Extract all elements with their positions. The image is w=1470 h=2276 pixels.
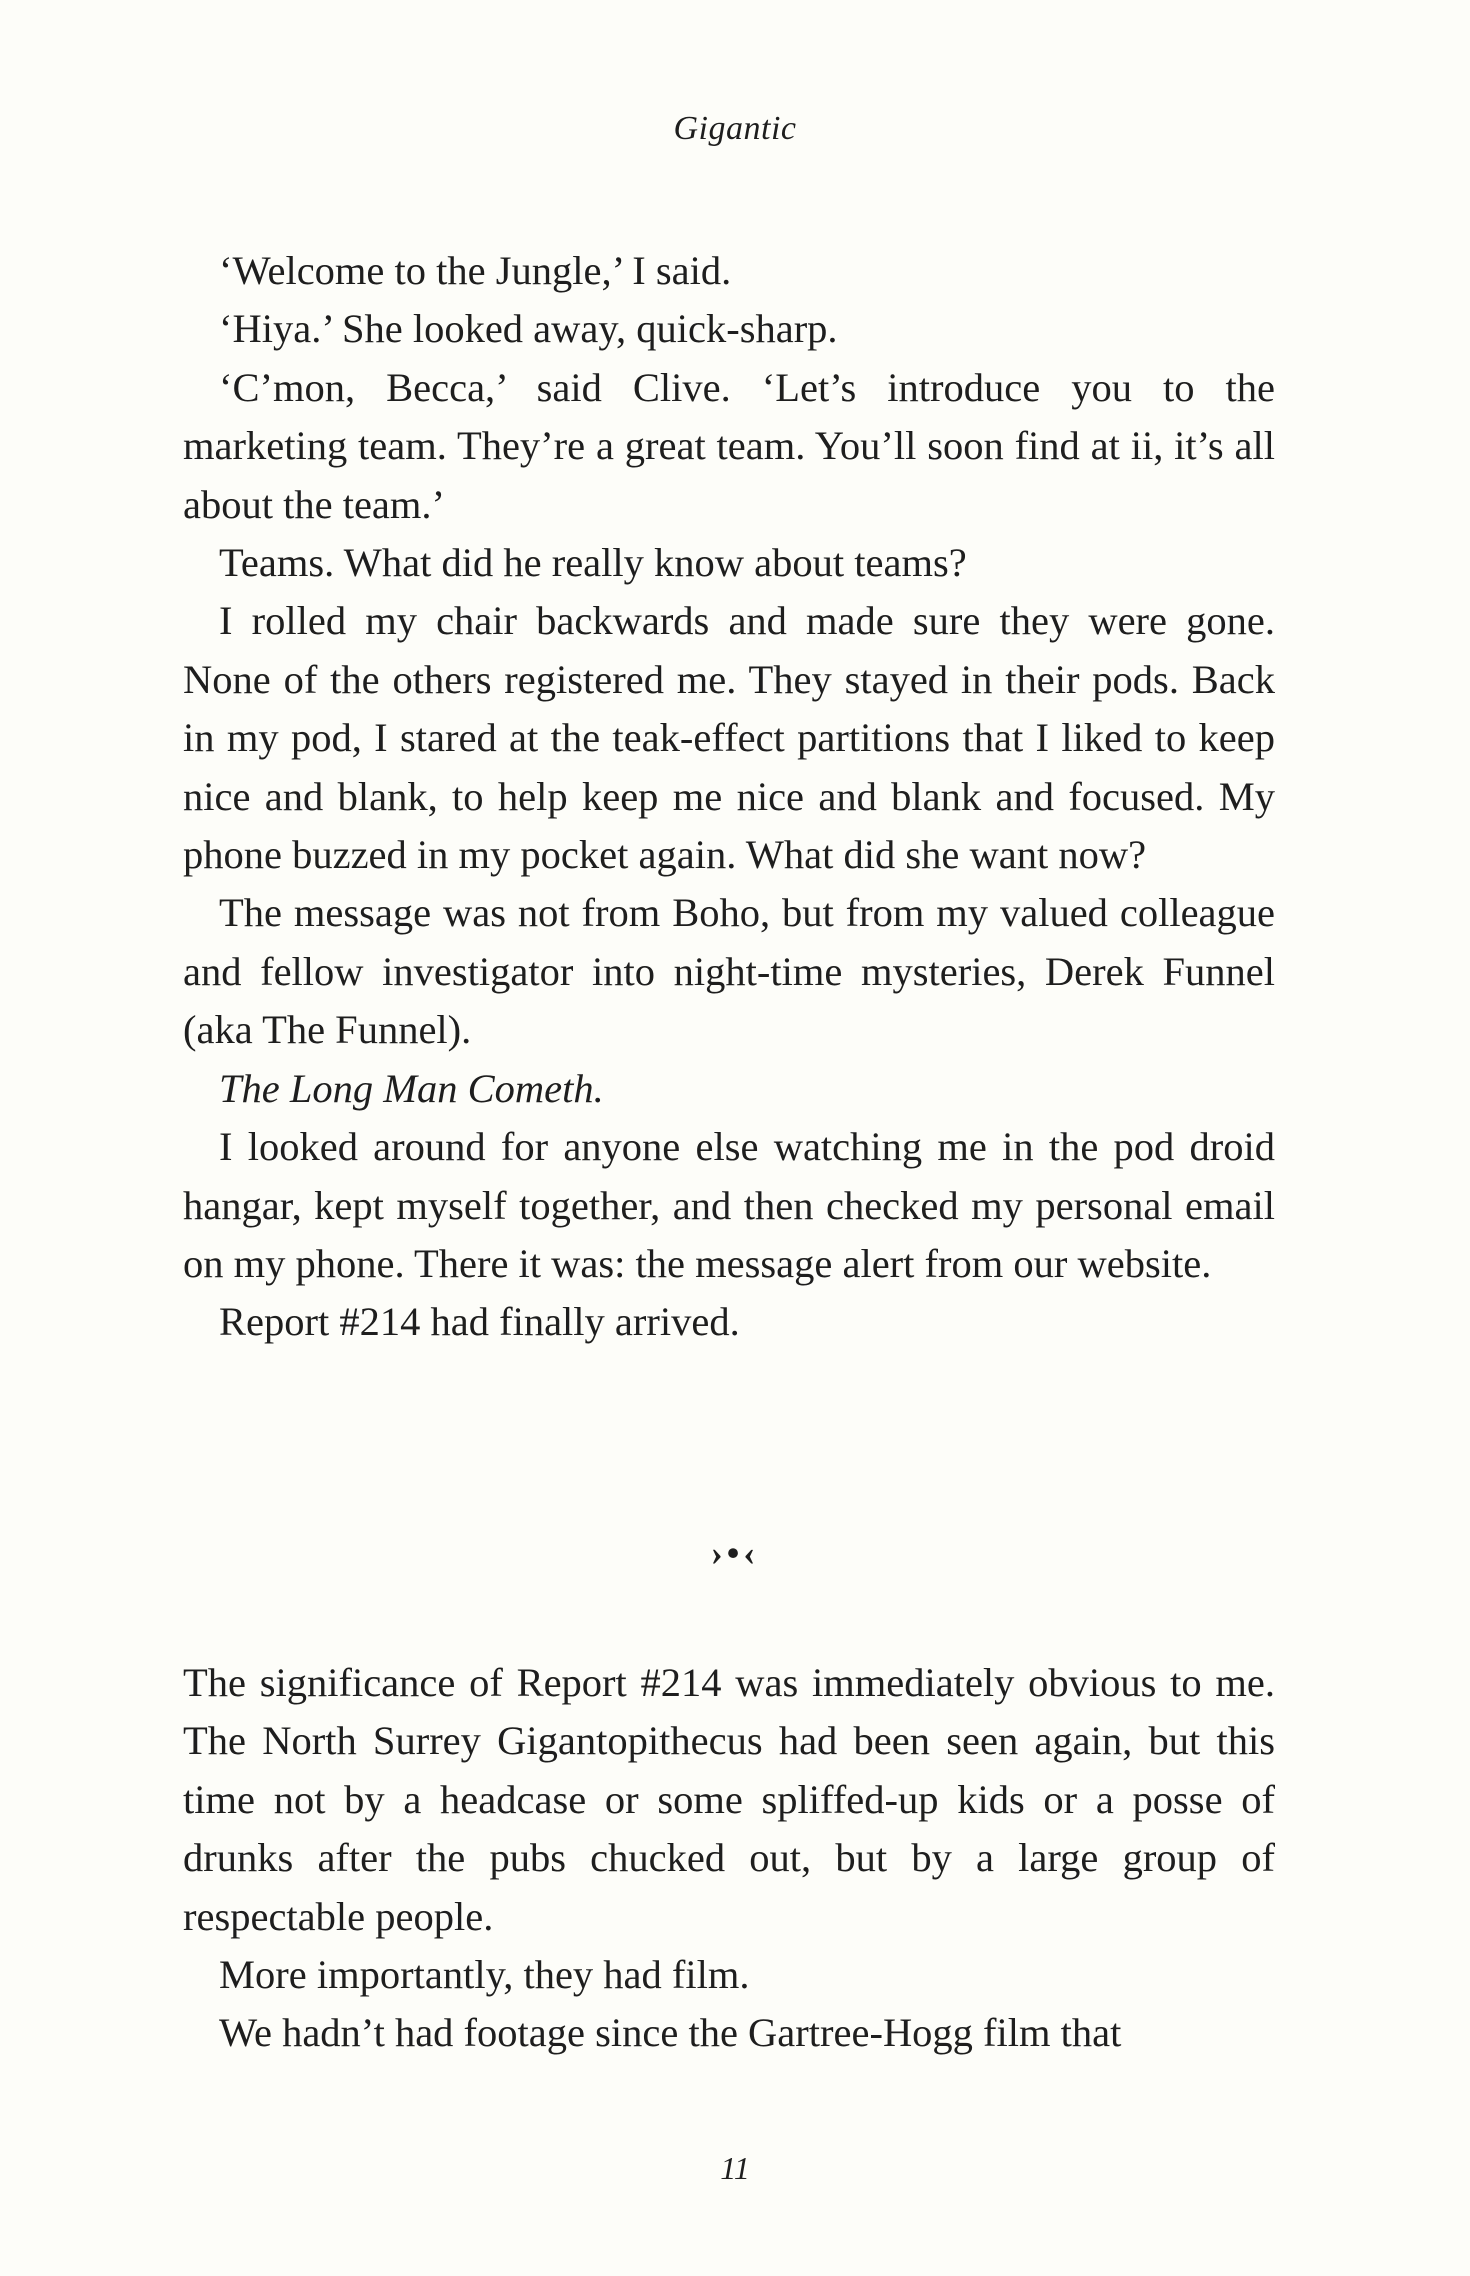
paragraph: I rolled my chair backwards and made sure they were gone. None of the others registered me. They stayed in their pods. Back in my pod, I stared at the teak-effect partitions that I liked to keep nice and blank, to help keep me nice and blank and focused. My phone buzzed in my pocket again. What did she want now?	[183, 598, 1275, 878]
paragraph: ‘C’mon, Becca,’ said Clive. ‘Let’s introduce you to the marketing team. They’re a great team. You’ll soon find at ii, it’s all about the team.’	[183, 364, 1275, 527]
running-title: Gigantic	[673, 110, 797, 147]
page-number: 11	[720, 2150, 750, 2186]
paragraph: The significance of Report #214 was immediately obvious to me. The North Surrey Gigantopithecus had been seen again, but this time not by a headcase or some spliffed-up kids or a posse of drunks after the pubs chucked out, but by a large group of respectable people.	[183, 1660, 1275, 1939]
paragraph: The message was not from Boho, but from my valued colleague and fellow investigator into night-time mysteries, Derek Funnel (aka The Funnel).	[183, 890, 1275, 1053]
paragraph: More importantly, they had film.	[219, 1952, 750, 1998]
paragraph: ‘Hiya.’ She looked away, quick-sharp.	[219, 306, 838, 352]
paragraph: I looked around for anyone else watching me in the pod droid hangar, kept myself together, and then checked my personal email on my phone. There it was: the message alert from our website.	[183, 1124, 1275, 1286]
paragraph: Teams. What did he really know about teams?	[219, 540, 967, 586]
section-break-ornament: ›•‹	[710, 1533, 760, 1573]
paragraph: Report #214 had finally arrived.	[219, 1299, 740, 1345]
paragraph: ‘Welcome to the Jungle,’ I said.	[219, 248, 732, 293]
text-section-2	[183, 1654, 1275, 2063]
paragraph: We hadn’t had footage since the Gartree-Hogg film that	[219, 2010, 1122, 2056]
text-section-1	[183, 242, 1275, 1352]
italic-message-paragraph: The Long Man Cometh.	[219, 1065, 604, 1111]
